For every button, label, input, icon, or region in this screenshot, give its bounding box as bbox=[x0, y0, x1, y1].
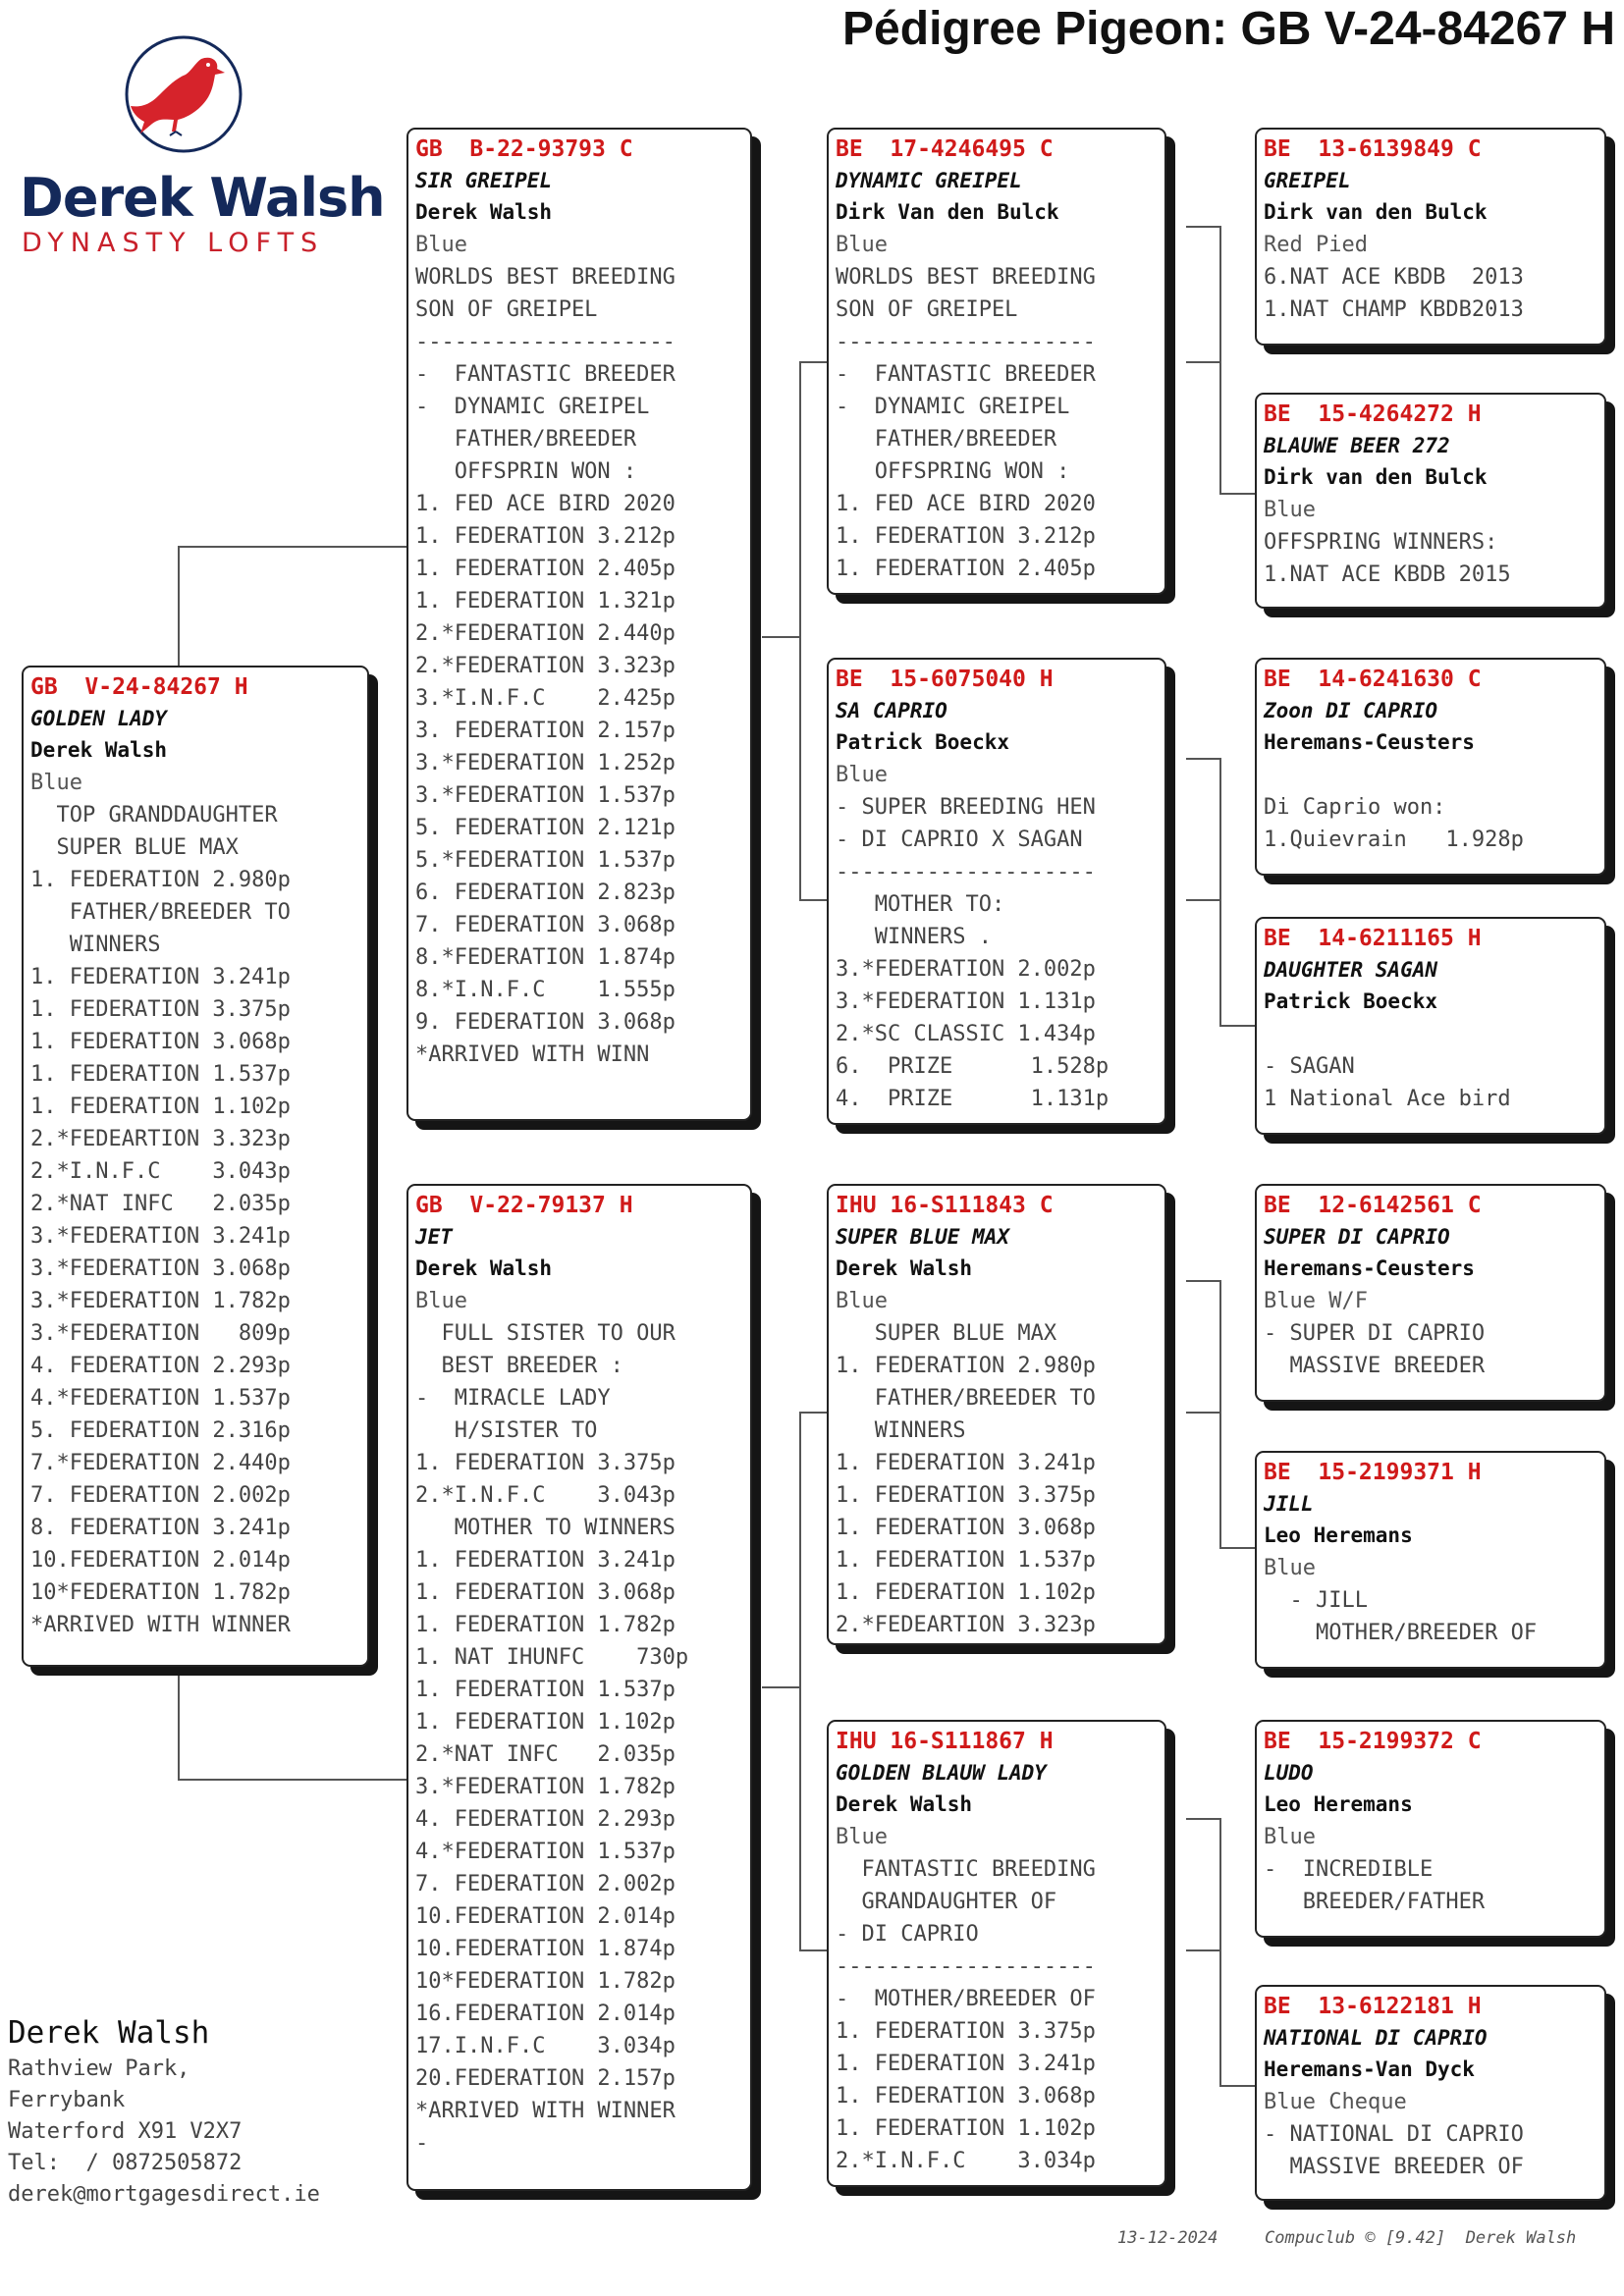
pedigree-line: 4. FEDERATION 2.293p bbox=[30, 1354, 291, 1378]
logo-subtitle: DYNASTY LOFTS bbox=[22, 228, 325, 258]
ring-number: BE 15-2199372 C bbox=[1264, 1729, 1482, 1754]
pedigree-line: 3.*FEDERATION 1.782p bbox=[30, 1289, 291, 1313]
pedigree-line: 2.*I.N.F.C 3.043p bbox=[30, 1159, 291, 1184]
pedigree-line: 2.*I.N.F.C 3.043p bbox=[415, 1483, 676, 1508]
pedigree-line: -------------------- bbox=[836, 1954, 1096, 1979]
ring-number: IHU 16-S111843 C bbox=[836, 1193, 1054, 1218]
pigeon-name: LUDO bbox=[1264, 1761, 1314, 1785]
connector bbox=[762, 636, 799, 638]
pedigree-line: 3.*FEDERATION 3.068p bbox=[30, 1256, 291, 1281]
pedigree-line: 1.NAT CHAMP KBDB2013 bbox=[1264, 297, 1524, 322]
connector bbox=[1219, 758, 1221, 1025]
pedigree-line: WINNERS bbox=[30, 933, 161, 957]
pigeon-color: Blue bbox=[30, 771, 82, 795]
pedigree-line: - DI CAPRIO bbox=[836, 1922, 979, 1947]
pedigree-line: 5. FEDERATION 2.316p bbox=[30, 1418, 291, 1443]
connector bbox=[1186, 1280, 1219, 1282]
pedigree-line: - DI CAPRIO X SAGAN bbox=[836, 828, 1083, 852]
pedigree-line: 1.Quievrain 1.928p bbox=[1264, 828, 1524, 852]
connector bbox=[1219, 493, 1255, 495]
pedigree-card-sds bbox=[1255, 658, 1606, 876]
pedigree-line: - INCREDIBLE bbox=[1264, 1857, 1434, 1882]
connector bbox=[762, 1686, 799, 1688]
pedigree-line: 3.*FEDERATION 3.241p bbox=[30, 1224, 291, 1249]
pedigree-line: 8.*FEDERATION 1.874p bbox=[415, 945, 676, 970]
ring-number: BE 15-4264272 H bbox=[1264, 401, 1482, 427]
owner-name: Patrick Boeckx bbox=[836, 730, 1010, 754]
connector bbox=[1219, 2085, 1255, 2087]
pedigree-line: FATHER/BREEDER TO bbox=[836, 1386, 1096, 1411]
pedigree-line: MOTHER TO WINNERS bbox=[415, 1516, 676, 1540]
pedigree-line: H/SISTER TO bbox=[415, 1418, 598, 1443]
ring-number: BE 15-6075040 H bbox=[836, 667, 1054, 692]
pedigree-line: - MOTHER/BREEDER OF bbox=[836, 1987, 1096, 2011]
pedigree-line: 16.FEDERATION 2.014p bbox=[415, 2002, 676, 2026]
pedigree-line: 1. FEDERATION 3.375p bbox=[415, 1451, 676, 1475]
pedigree-line: MOTHER TO: bbox=[836, 892, 1005, 917]
pigeon-icon bbox=[117, 29, 254, 157]
pedigree-line: 3.*I.N.F.C 2.425p bbox=[415, 686, 676, 711]
pedigree-line: -------------------- bbox=[836, 330, 1096, 354]
pedigree-line: 1. FEDERATION 3.241p bbox=[415, 1548, 676, 1573]
connector bbox=[799, 361, 801, 901]
pedigree-line: 1. FED ACE BIRD 2020 bbox=[836, 492, 1096, 516]
pedigree-line: 4.*FEDERATION 1.537p bbox=[30, 1386, 291, 1411]
owner-name: Dirk Van den Bulck bbox=[836, 200, 1059, 224]
pedigree-line: 1. FEDERATION 3.375p bbox=[836, 1483, 1096, 1508]
owner-name: Derek Walsh bbox=[415, 1256, 553, 1280]
pedigree-line: WORLDS BEST BREEDING bbox=[836, 265, 1096, 290]
connector bbox=[799, 1949, 827, 1951]
address-name: Derek Walsh bbox=[8, 2015, 210, 2051]
connector bbox=[799, 1412, 827, 1414]
pedigree-line: MASSIVE BREEDER bbox=[1264, 1354, 1486, 1378]
pedigree-line: 1. FEDERATION 1.102p bbox=[836, 1580, 1096, 1605]
pedigree-line: 3.*FEDERATION 2.002p bbox=[836, 957, 1096, 982]
pigeon-color: Blue bbox=[415, 1289, 467, 1313]
ring-number: BE 17-4246495 C bbox=[836, 136, 1054, 162]
pedigree-line: 8. FEDERATION 3.241p bbox=[30, 1516, 291, 1540]
pedigree-card-sss bbox=[1255, 128, 1606, 346]
address-block bbox=[8, 2012, 320, 2211]
pedigree-line: 9. FEDERATION 3.068p bbox=[415, 1010, 676, 1035]
connector bbox=[1186, 1818, 1219, 1820]
pedigree-line: - SUPER DI CAPRIO bbox=[1264, 1321, 1486, 1346]
pedigree-line: SON OF GREIPEL bbox=[415, 297, 598, 322]
pedigree-line: FATHER/BREEDER bbox=[836, 427, 1057, 452]
owner-name: Derek Walsh bbox=[30, 738, 168, 762]
pedigree-line: 1. FEDERATION 1.102p bbox=[415, 1710, 676, 1735]
ring-number: BE 15-2199371 H bbox=[1264, 1460, 1482, 1485]
pedigree-line: BEST BREEDER : bbox=[415, 1354, 623, 1378]
pedigree-card-ssd bbox=[1255, 393, 1606, 609]
pedigree-line: 3.*FEDERATION 1.131p bbox=[836, 989, 1096, 1014]
pigeon-name: DYNAMIC GREIPEL bbox=[836, 169, 1022, 192]
pedigree-card-ddd bbox=[1255, 1985, 1606, 2201]
pedigree-card-dss bbox=[1255, 1184, 1606, 1402]
pedigree-line: SUPER BLUE MAX bbox=[30, 835, 239, 860]
pedigree-line: 3. FEDERATION 2.157p bbox=[415, 719, 676, 743]
owner-name: Derek Walsh bbox=[415, 200, 553, 224]
pedigree-line: 6. FEDERATION 2.823p bbox=[415, 881, 676, 905]
pedigree-line: 1. NAT IHUNFC 730p bbox=[415, 1645, 689, 1670]
pedigree-line: 5. FEDERATION 2.121p bbox=[415, 816, 676, 840]
pigeon-color: Blue bbox=[1264, 1556, 1316, 1580]
logo-name: Derek Walsh bbox=[20, 167, 385, 229]
pigeon-name: DAUGHTER SAGAN bbox=[1264, 958, 1438, 982]
pedigree-line: 2.*SC CLASSIC 1.434p bbox=[836, 1022, 1096, 1046]
pedigree-line: 1. FEDERATION 2.980p bbox=[30, 868, 291, 892]
pedigree-line: FATHER/BREEDER TO bbox=[30, 900, 291, 925]
connector bbox=[799, 361, 827, 363]
connector bbox=[1186, 899, 1219, 901]
owner-name: Derek Walsh bbox=[836, 1792, 973, 1816]
pedigree-line: WORLDS BEST BREEDING bbox=[415, 265, 676, 290]
pedigree-line: GRANDAUGHTER OF bbox=[836, 1890, 1057, 1914]
pedigree-line: 1. FEDERATION 2.405p bbox=[415, 557, 676, 581]
connector bbox=[1186, 226, 1219, 228]
pigeon-name: SUPER BLUE MAX bbox=[836, 1225, 1010, 1249]
address-line: Waterford X91 V2X7 bbox=[8, 2119, 243, 2144]
pedigree-line: 1. FEDERATION 1.321p bbox=[415, 589, 676, 614]
pedigree-line: SON OF GREIPEL bbox=[836, 297, 1018, 322]
ring-number: GB V-22-79137 H bbox=[415, 1193, 633, 1218]
pedigree-line: - FANTASTIC BREEDER bbox=[415, 362, 676, 387]
pedigree-line: BREEDER/FATHER bbox=[1264, 1890, 1486, 1914]
connector bbox=[1186, 1949, 1219, 1951]
pedigree-line: 1. FEDERATION 3.068p bbox=[30, 1030, 291, 1054]
pedigree-line: -------------------- bbox=[415, 330, 676, 354]
pedigree-line: - FANTASTIC BREEDER bbox=[836, 362, 1096, 387]
pigeon-name: GOLDEN BLAUW LADY bbox=[836, 1761, 1047, 1785]
pedigree-card-sire-sire bbox=[827, 128, 1166, 595]
pedigree-line: 1. FEDERATION 3.241p bbox=[836, 1451, 1096, 1475]
pedigree-line: 3.*FEDERATION 1.252p bbox=[415, 751, 676, 775]
pigeon-color: Blue bbox=[836, 1825, 888, 1849]
pedigree-line: 3.*FEDERATION 1.537p bbox=[415, 783, 676, 808]
ring-number: BE 13-6139849 C bbox=[1264, 136, 1482, 162]
pedigree-line: - MIRACLE LADY bbox=[415, 1386, 611, 1411]
pedigree-line: 1. FEDERATION 3.241p bbox=[30, 965, 291, 989]
ring-number: GB B-22-93793 C bbox=[415, 136, 633, 162]
owner-name: Derek Walsh bbox=[836, 1256, 973, 1280]
pedigree-line: 5.*FEDERATION 1.537p bbox=[415, 848, 676, 873]
owner-name: Patrick Boeckx bbox=[1264, 989, 1438, 1013]
pedigree-line: 20.FEDERATION 2.157p bbox=[415, 2066, 676, 2091]
pedigree-line: WINNERS . bbox=[836, 925, 992, 949]
pedigree-line: - SAGAN bbox=[1264, 1054, 1355, 1079]
ring-number: IHU 16-S111867 H bbox=[836, 1729, 1054, 1754]
pedigree-line: 2.*FEDEARTION 3.323p bbox=[30, 1127, 291, 1151]
pigeon-color: Blue bbox=[415, 233, 467, 257]
pedigree-line: 4. FEDERATION 2.293p bbox=[415, 1807, 676, 1832]
pedigree-line: *ARRIVED WITH WINN bbox=[415, 1042, 650, 1067]
pigeon-name: SIR GREIPEL bbox=[415, 169, 553, 192]
pedigree-line: 2.*FEDERATION 3.323p bbox=[415, 654, 676, 678]
page-title: Pédigree Pigeon: GB V-24-84267 H bbox=[842, 3, 1615, 55]
connector bbox=[1219, 1547, 1255, 1549]
pedigree-line: 4.*FEDERATION 1.537p bbox=[415, 1840, 676, 1864]
pedigree-line: 1. FEDERATION 2.980p bbox=[836, 1354, 1096, 1378]
pedigree-line: 2.*FEDEARTION 3.323p bbox=[836, 1613, 1096, 1637]
spacer bbox=[1264, 1018, 1598, 1050]
address-email: derek@mortgagesdirect.ie bbox=[8, 2182, 320, 2207]
pedigree-line: 3.*FEDERATION 809p bbox=[30, 1321, 291, 1346]
pedigree-line: 1. FEDERATION 3.375p bbox=[30, 997, 291, 1022]
pedigree-line: 1. FEDERATION 3.212p bbox=[836, 524, 1096, 549]
pedigree-card-sire bbox=[406, 128, 752, 1121]
pedigree-line: 2.*FEDERATION 2.440p bbox=[415, 621, 676, 646]
connector bbox=[1219, 1818, 1221, 2085]
connector bbox=[178, 546, 406, 548]
connector bbox=[178, 1667, 180, 1779]
pigeon-name: Zoon DI CAPRIO bbox=[1264, 699, 1438, 722]
pedigree-line: 1. FEDERATION 3.068p bbox=[836, 1516, 1096, 1540]
pedigree-card-sdd bbox=[1255, 917, 1606, 1135]
connector bbox=[799, 899, 827, 901]
pedigree-line: 6. PRIZE 1.528p bbox=[836, 1054, 1110, 1079]
spacer bbox=[1264, 759, 1598, 791]
pedigree-line: 7. FEDERATION 2.002p bbox=[415, 1872, 676, 1896]
logo bbox=[14, 29, 385, 265]
pedigree-line: 3.*FEDERATION 1.782p bbox=[415, 1775, 676, 1799]
address-line: Ferrybank bbox=[8, 2088, 126, 2112]
pigeon-name: BLAUWE BEER 272 bbox=[1264, 434, 1450, 457]
owner-name: Heremans-Ceusters bbox=[1264, 1256, 1475, 1280]
pigeon-color: Blue W/F bbox=[1264, 1289, 1368, 1313]
pedigree-line: MASSIVE BREEDER OF bbox=[1264, 2155, 1524, 2179]
pedigree-line: 1 National Ace bird bbox=[1264, 1087, 1511, 1111]
pigeon-name: JET bbox=[415, 1225, 453, 1249]
pigeon-name: NATIONAL DI CAPRIO bbox=[1264, 2026, 1488, 2050]
pedigree-line: - DYNAMIC GREIPEL bbox=[415, 395, 650, 419]
pedigree-line: 10.FEDERATION 1.874p bbox=[415, 1937, 676, 1961]
pedigree-line: 10.FEDERATION 2.014p bbox=[415, 1904, 676, 1929]
pedigree-line: 1. FEDERATION 3.375p bbox=[836, 2019, 1096, 2044]
pedigree-card-dsd bbox=[1255, 1451, 1606, 1669]
ring-number: BE 13-6122181 H bbox=[1264, 1994, 1482, 2019]
pedigree-line: WINNERS bbox=[836, 1418, 966, 1443]
pedigree-line: 7. FEDERATION 3.068p bbox=[415, 913, 676, 937]
pedigree-line: 1.NAT ACE KBDB 2015 bbox=[1264, 562, 1511, 587]
pedigree-line: *ARRIVED WITH WINNER bbox=[30, 1613, 291, 1637]
pedigree-line: 17.I.N.F.C 3.034p bbox=[415, 2034, 676, 2058]
connector bbox=[1219, 1025, 1255, 1027]
pedigree-line: 10.FEDERATION 2.014p bbox=[30, 1548, 291, 1573]
pedigree-line: - JILL bbox=[1264, 1588, 1368, 1613]
pedigree-line: 1. FEDERATION 1.782p bbox=[415, 1613, 676, 1637]
pigeon-color: Blue bbox=[1264, 498, 1316, 522]
connector bbox=[799, 1412, 801, 1951]
address-phone: Tel: / 0872505872 bbox=[8, 2151, 243, 2175]
pedigree-line: 1. FEDERATION 3.212p bbox=[415, 524, 676, 549]
pigeon-color: Blue bbox=[1264, 1825, 1316, 1849]
owner-name: Dirk van den Bulck bbox=[1264, 200, 1488, 224]
pedigree-line: 1. FEDERATION 1.102p bbox=[30, 1095, 291, 1119]
pedigree-line: - DYNAMIC GREIPEL bbox=[836, 395, 1070, 419]
ring-number: GB V-24-84267 H bbox=[30, 674, 248, 700]
pedigree-line: FULL SISTER TO OUR bbox=[415, 1321, 676, 1346]
pedigree-line: 8.*I.N.F.C 1.555p bbox=[415, 978, 676, 1002]
pedigree-line: 7. FEDERATION 2.002p bbox=[30, 1483, 291, 1508]
pedigree-card-sire-dam bbox=[827, 658, 1166, 1125]
pedigree-card-subject bbox=[22, 666, 369, 1667]
pigeon-name: JILL bbox=[1264, 1492, 1314, 1516]
address-line: Rathview Park, bbox=[8, 2056, 190, 2081]
connector bbox=[1186, 361, 1219, 363]
pedigree-line: SUPER BLUE MAX bbox=[836, 1321, 1057, 1346]
pedigree-line: - SUPER BREEDING HEN bbox=[836, 795, 1096, 820]
pedigree-line: 1. FEDERATION 2.405p bbox=[836, 557, 1096, 581]
pedigree-line: 2.*NAT INFC 2.035p bbox=[30, 1192, 291, 1216]
pedigree-line: Di Caprio won: bbox=[1264, 795, 1446, 820]
pedigree-line: 1. FEDERATION 1.537p bbox=[836, 1548, 1096, 1573]
pigeon-name: SA CAPRIO bbox=[836, 699, 947, 722]
pedigree-line: -------------------- bbox=[836, 860, 1096, 884]
pedigree-line: *ARRIVED WITH WINNER bbox=[415, 2099, 676, 2123]
ring-number: BE 14-6241630 C bbox=[1264, 667, 1482, 692]
pedigree-line: 1. FED ACE BIRD 2020 bbox=[415, 492, 676, 516]
pedigree-line: OFFSPRING WINNERS: bbox=[1264, 530, 1498, 555]
pigeon-color: Blue bbox=[836, 233, 888, 257]
ring-number: BE 14-6211165 H bbox=[1264, 926, 1482, 951]
pedigree-line: - NATIONAL DI CAPRIO bbox=[1264, 2122, 1524, 2147]
pedigree-line: MOTHER/BREEDER OF bbox=[1264, 1621, 1538, 1645]
connector bbox=[178, 1779, 406, 1781]
pedigree-line: 10*FEDERATION 1.782p bbox=[30, 1580, 291, 1605]
pedigree-card-dds bbox=[1255, 1720, 1606, 1938]
pigeon-color: Blue Cheque bbox=[1264, 2090, 1407, 2114]
pedigree-line: 6.NAT ACE KBDB 2013 bbox=[1264, 265, 1524, 290]
pigeon-color: Blue bbox=[836, 1289, 888, 1313]
pedigree-line: 10*FEDERATION 1.782p bbox=[415, 1969, 676, 1994]
pedigree-line: OFFSPRING WON : bbox=[836, 459, 1070, 484]
pedigree-card-dam-sire bbox=[827, 1184, 1166, 1645]
pedigree-line: 2.*I.N.F.C 3.034p bbox=[836, 2149, 1096, 2173]
pigeon-name: GOLDEN LADY bbox=[30, 707, 168, 730]
owner-name: Leo Heremans bbox=[1264, 1792, 1413, 1816]
pedigree-card-dam-dam bbox=[827, 1720, 1166, 2187]
connector bbox=[1219, 1280, 1221, 1547]
pedigree-line: 1. FEDERATION 1.537p bbox=[415, 1678, 676, 1702]
pedigree-line: 2.*NAT INFC 2.035p bbox=[415, 1742, 676, 1767]
pedigree-card-dam bbox=[406, 1184, 752, 2191]
pedigree-line: - bbox=[415, 2131, 429, 2156]
pedigree-line: 1. FEDERATION 3.241p bbox=[836, 2052, 1096, 2076]
pigeon-color: Red Pied bbox=[1264, 233, 1368, 257]
pedigree-line: 1. FEDERATION 1.537p bbox=[30, 1062, 291, 1087]
pedigree-line: 4. PRIZE 1.131p bbox=[836, 1087, 1110, 1111]
pigeon-name: GREIPEL bbox=[1264, 169, 1351, 192]
pedigree-line: 1. FEDERATION 3.068p bbox=[415, 1580, 676, 1605]
pedigree-line: TOP GRANDDAUGHTER bbox=[30, 803, 278, 828]
connector bbox=[1186, 758, 1219, 760]
connector bbox=[178, 546, 180, 666]
footer-software: Compuclub © [9.42] Derek Walsh bbox=[1265, 2228, 1577, 2248]
pigeon-color: Blue bbox=[836, 763, 888, 787]
owner-name: Dirk van den Bulck bbox=[1264, 465, 1488, 489]
pedigree-line: FANTASTIC BREEDING bbox=[836, 1857, 1096, 1882]
owner-name: Leo Heremans bbox=[1264, 1523, 1413, 1547]
pedigree-line: OFFSPRIN WON : bbox=[415, 459, 637, 484]
pigeon-name: SUPER DI CAPRIO bbox=[1264, 1225, 1450, 1249]
owner-name: Heremans-Van Dyck bbox=[1264, 2057, 1475, 2081]
ring-number: BE 12-6142561 C bbox=[1264, 1193, 1482, 1218]
pedigree-line: 1. FEDERATION 1.102p bbox=[836, 2116, 1096, 2141]
pedigree-line: 7.*FEDERATION 2.440p bbox=[30, 1451, 291, 1475]
connector bbox=[1186, 1412, 1219, 1414]
connector bbox=[1219, 226, 1221, 493]
footer-date: 13-12-2024 bbox=[1117, 2228, 1218, 2248]
pedigree-line: FATHER/BREEDER bbox=[415, 427, 637, 452]
pedigree-line: 1. FEDERATION 3.068p bbox=[836, 2084, 1096, 2109]
owner-name: Heremans-Ceusters bbox=[1264, 730, 1475, 754]
